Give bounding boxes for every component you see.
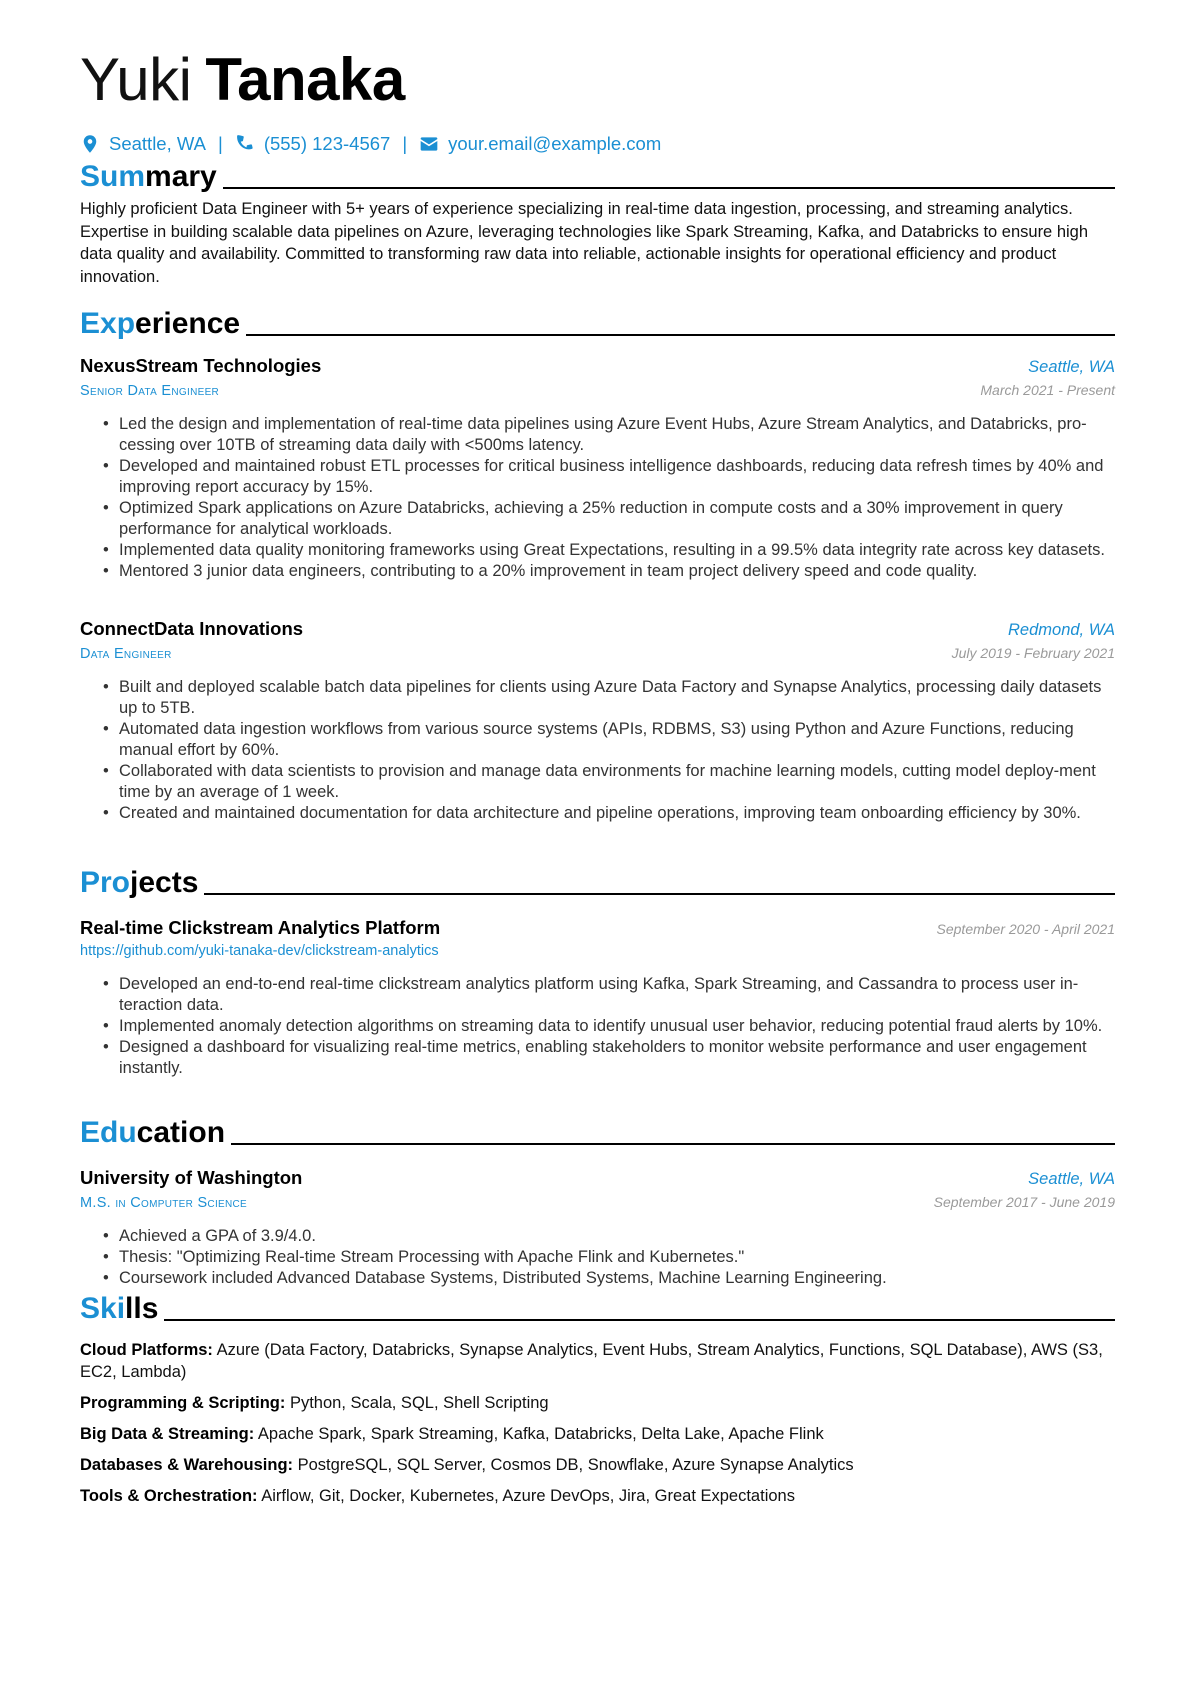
company-name: ConnectData Innovations <box>80 618 304 639</box>
list-item: • Achieved a GPA of 3.9/4.0. <box>80 1226 1115 1247</box>
list-item: • Implemented data quality monitoring frameworks using Great Expectations, resulting in a 99.5% data integrity rate across key datasets. <box>80 540 1115 561</box>
list-item: • Led the design and implementation of real-time data pipelines using Azure Event Hubs, Azure Stream Analytics, and Databricks, pro-cessing over 10TB of streaming data daily with <500ms latency. <box>80 414 1115 456</box>
contact-separator: | <box>402 133 408 154</box>
education-dates: September 2017 - June 2019 <box>933 1194 1115 1210</box>
envelope-icon <box>419 134 439 154</box>
bullet-list <box>80 1226 1115 1289</box>
summary-text: Highly proficient Data Engineer with 5+ years of experience specializing in real-time data ingestion, processing, and streaming analytics. Expertise in building scalable data pipelines on Azure, leveraging technologies like Spark Streaming, Kafka, and Databricks to ensure high data quality and availability. Committed to transforming raw data into reliable, actionable insights for operational efficiency and product innovation. <box>80 200 1089 286</box>
skill-label: Cloud Platforms: <box>80 1341 213 1359</box>
skill-label: Big Data & Streaming: <box>80 1425 255 1443</box>
heading-rule <box>246 334 1115 336</box>
skill-label: Tools & Orchestration: <box>80 1487 258 1505</box>
list-item: • Collaborated with data scientists to provision and manage data environments for machine learning models, cutting model deploy-ment time by an average of 1 week. <box>80 761 1115 803</box>
bullet-list <box>80 974 1115 1079</box>
skill-row <box>80 1423 1115 1445</box>
heading-rest: jects <box>130 866 199 899</box>
heading-rest: mary <box>145 160 217 193</box>
candidate-name <box>80 40 405 120</box>
list-item: • Designed a dashboard for visualizing real-time metrics, enabling stakeholders to monitor website performance and user engagement instantly. <box>80 1037 1115 1079</box>
skill-label: Programming & Scripting: <box>80 1394 286 1412</box>
contact-phone[interactable] <box>235 133 391 155</box>
experience-entry <box>80 617 1115 824</box>
project-name: Real-time Clickstream Analytics Platform <box>80 917 441 938</box>
heading-accent: Ski <box>80 1292 126 1325</box>
job-title: Senior Data Engineer <box>80 383 220 399</box>
first-name: Yuki <box>80 46 192 113</box>
education-entry <box>80 1166 1115 1289</box>
job-dates: March 2021 - Present <box>980 382 1115 398</box>
skill-value: PostgreSQL, SQL Server, Cosmos DB, Snowflake, Azure Synapse Analytics <box>297 1456 854 1474</box>
skill-row <box>80 1339 1115 1383</box>
phone-text: (555) 123-4567 <box>263 133 391 154</box>
skill-value: Airflow, Git, Docker, Kubernetes, Azure DevOps, Jira, Great Expectations <box>261 1487 795 1505</box>
list-item: • Developed an end-to-end real-time clickstream analytics platform using Kafka, Spark Streaming, and Cassandra to process user in-teraction data. <box>80 974 1115 1016</box>
map-pin-icon <box>80 134 100 154</box>
summary-section <box>80 198 1115 288</box>
location-text: Seattle, WA <box>109 133 206 154</box>
summary-heading <box>80 154 1115 194</box>
contact-location <box>80 133 206 155</box>
list-item: • Created and maintained documentation for data architecture and pipeline operations, improving team onboarding efficiency by 30%. <box>80 803 1115 824</box>
bullet-list <box>80 677 1115 824</box>
heading-accent: Sum <box>80 160 146 193</box>
skill-value: Apache Spark, Spark Streaming, Kafka, Databricks, Delta Lake, Apache Flink <box>257 1425 824 1443</box>
list-item: • Built and deployed scalable batch data pipelines for clients using Azure Data Factory and Synapse Analytics, processing daily datasets up to 5TB. <box>80 677 1115 719</box>
heading-rule <box>231 1143 1115 1145</box>
company-name: NexusStream Technologies <box>80 355 322 376</box>
heading-accent: Pro <box>80 866 131 899</box>
experience-heading <box>80 301 1115 341</box>
job-location: Redmond, WA <box>1008 621 1115 639</box>
heading-rest: cation <box>136 1116 226 1149</box>
heading-rule <box>204 893 1115 895</box>
skill-row <box>80 1392 1115 1414</box>
heading-rule <box>223 187 1115 189</box>
list-item: • Mentored 3 junior data engineers, contributing to a 20% improvement in team project delivery speed and code quality. <box>80 561 1115 582</box>
project-entry <box>80 916 1115 1079</box>
contact-email[interactable] <box>419 133 661 155</box>
skill-row <box>80 1485 1115 1507</box>
school-name: University of Washington <box>80 1167 303 1188</box>
skill-row <box>80 1454 1115 1476</box>
project-link[interactable]: https://github.com/yuki-tanaka-dev/clickstream-analytics <box>80 943 439 959</box>
list-item: • Developed and maintained robust ETL processes for critical business intelligence dashboards, reducing data refresh times by 40% and improving report accuracy by 15%. <box>80 456 1115 498</box>
list-item: • Coursework included Advanced Database Systems, Distributed Systems, Machine Learning Engineering. <box>80 1268 1115 1289</box>
experience-entry <box>80 354 1115 582</box>
phone-icon <box>235 134 255 154</box>
heading-accent: Exp <box>80 307 136 340</box>
job-location: Seattle, WA <box>1028 358 1115 376</box>
email-text: your.email@example.com <box>448 133 662 154</box>
job-title: Data Engineer <box>80 646 172 662</box>
project-dates: September 2020 - April 2021 <box>936 921 1115 937</box>
education-heading <box>80 1110 1115 1150</box>
heading-rest: erience <box>135 307 241 340</box>
list-item: • Optimized Spark applications on Azure Databricks, achieving a 25% reduction in compute costs and a 30% improvement in query performance for analytical workloads. <box>80 498 1115 540</box>
skill-value: Azure (Data Factory, Databricks, Synapse Analytics, Event Hubs, Stream Analytics, Functions, SQL Database), AWS (S3, EC2, Lambda) <box>80 1341 1103 1381</box>
school-location: Seattle, WA <box>1028 1170 1115 1188</box>
list-item: • Thesis: "Optimizing Real-time Stream Processing with Apache Flink and Kubernetes." <box>80 1247 1115 1268</box>
heading-rest: lls <box>125 1292 159 1325</box>
contact-separator: | <box>218 133 223 154</box>
skill-value: Python, Scala, SQL, Shell Scripting <box>289 1394 549 1412</box>
job-dates: July 2019 - February 2021 <box>951 645 1115 661</box>
skill-label: Databases & Warehousing: <box>80 1456 294 1474</box>
bullet-list <box>80 414 1115 582</box>
last-name: Tanaka <box>205 46 405 113</box>
heading-accent: Edu <box>80 1116 137 1149</box>
heading-rule <box>164 1319 1115 1321</box>
skills-section <box>80 1339 1115 1507</box>
projects-heading <box>80 860 1115 900</box>
list-item: • Implemented anomaly detection algorithms on streaming data to identify unusual user behavior, reducing potential fraud alerts by 10%. <box>80 1016 1115 1037</box>
list-item: • Automated data ingestion workflows from various source systems (APIs, RDBMS, S3) using Python and Azure Functions, reducing manual effort by 60%. <box>80 719 1115 761</box>
skills-heading <box>80 1286 1115 1326</box>
degree: M.S. in Computer Science <box>80 1195 248 1211</box>
contact-bar <box>80 133 661 155</box>
